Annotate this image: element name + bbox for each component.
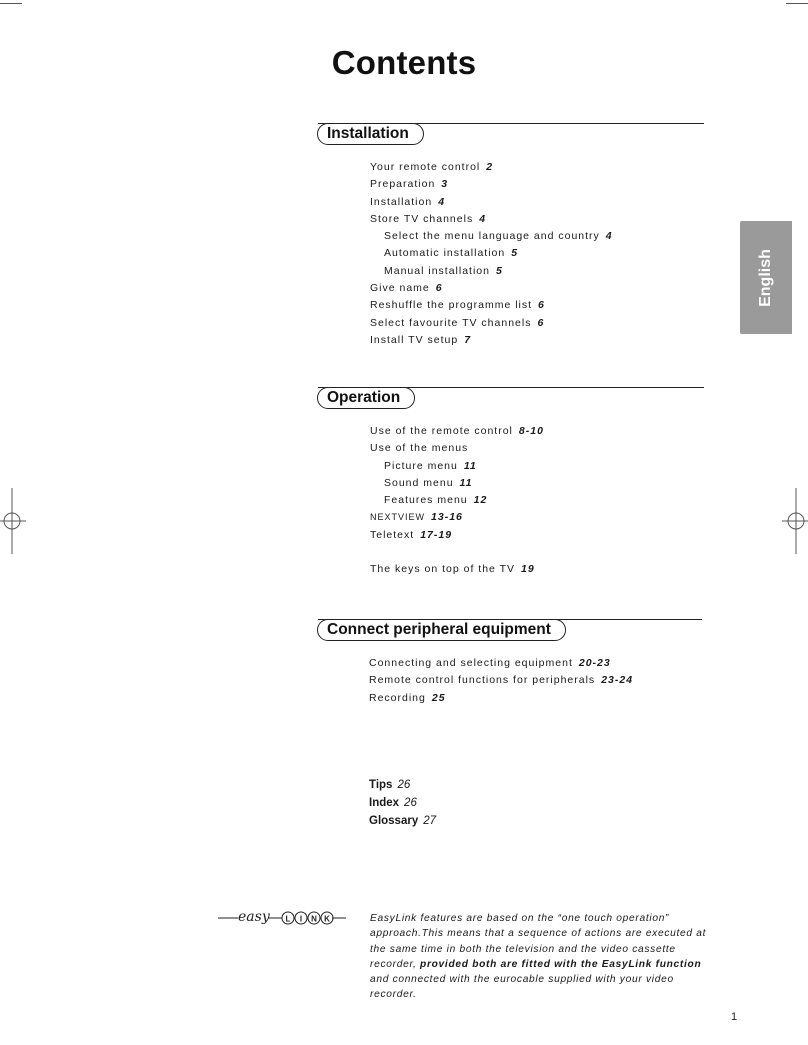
crop-mark-top-right-h <box>786 3 808 4</box>
toc-item[interactable] <box>370 423 544 440</box>
toc-item[interactable] <box>370 280 613 297</box>
section-heading-peripherals: Connect peripheral equipment <box>317 619 566 641</box>
extras-label: Glossary <box>369 815 419 827</box>
toc-item-page: 6 <box>537 316 545 329</box>
toc-item-page: 17-19 <box>420 528 453 541</box>
easylink-logo-letter: K <box>324 914 330 924</box>
extras-label: Index <box>369 797 400 809</box>
toc-item-page: 4 <box>605 230 613 243</box>
toc-subitem[interactable] <box>370 245 613 262</box>
easylink-logo <box>218 903 346 927</box>
toc-item-text: Give name <box>370 282 430 295</box>
extras-page: 26 <box>397 779 411 791</box>
registration-mark-right <box>782 488 808 554</box>
extras-page: 26 <box>404 797 417 809</box>
toc-item[interactable] <box>370 527 544 544</box>
toc-item-text: Preparation <box>370 178 436 191</box>
toc-subitem[interactable] <box>370 492 544 509</box>
page-title: Contents <box>331 44 477 81</box>
toc-item[interactable] <box>370 561 544 578</box>
toc-item-text: Manual installation <box>384 264 490 277</box>
extras-item-index[interactable] <box>369 794 436 812</box>
toc-item-page: 20-23 <box>578 657 611 669</box>
toc-item-text: Select the menu language and country <box>384 230 600 243</box>
toc-item-text: Store TV channels <box>370 212 474 225</box>
toc-item-page: 19 <box>521 563 535 576</box>
toc-item-text: Recording <box>369 691 426 704</box>
toc-item-text: Your remote control <box>370 161 481 173</box>
toc-subitem[interactable] <box>370 263 613 280</box>
toc-item-text: Install TV setup <box>370 333 459 346</box>
toc-item-text: Installation <box>370 195 433 208</box>
toc-item-text: Remote control functions for peripherals <box>369 674 596 687</box>
toc-item-text: Sound menu <box>384 476 454 489</box>
crop-mark-top-left-h <box>0 3 22 4</box>
toc-item[interactable] <box>370 440 544 457</box>
toc-item[interactable] <box>370 176 613 193</box>
toc-item[interactable] <box>370 509 544 526</box>
toc-item-page: 13-16 <box>431 511 463 524</box>
easylink-logo-letter: I <box>299 914 303 924</box>
extras-list <box>369 776 436 830</box>
registration-mark-left <box>0 488 26 554</box>
toc-item-page: 23-24 <box>601 674 634 687</box>
easylink-note-text: EasyLink features are based on the “one touch operation” approach.This means that a sequence of actions are executed at the same time in both the television and the video cassette recorder, <box>370 913 707 970</box>
page-number: 1 <box>731 1011 738 1023</box>
toc-item-page: 3 <box>441 178 449 191</box>
toc-item-page: 6 <box>435 282 443 295</box>
toc-subitem[interactable] <box>370 458 544 475</box>
toc-list-operation <box>370 423 544 578</box>
section-heading-operation: Operation <box>317 387 415 409</box>
language-side-tab <box>740 221 792 334</box>
toc-item-text: Connecting and selecting equipment <box>369 657 573 669</box>
section-heading-installation: Installation <box>317 123 424 145</box>
extras-item-tips[interactable] <box>369 776 436 794</box>
toc-item-text: NEXTVIEW <box>370 512 426 523</box>
toc-item-page: 6 <box>538 299 545 312</box>
toc-item[interactable] <box>370 194 613 211</box>
extras-page: 27 <box>423 815 437 827</box>
toc-item-text: Select favourite TV channels <box>370 316 532 329</box>
toc-item-page: 12 <box>473 494 488 507</box>
toc-item-text: Features menu <box>384 494 468 507</box>
toc-list-installation <box>370 159 613 349</box>
easylink-note <box>370 911 710 1003</box>
toc-item-page: 2 <box>486 161 494 173</box>
toc-item[interactable] <box>369 672 633 689</box>
toc-item-page: 5 <box>511 247 519 260</box>
extras-item-glossary[interactable] <box>369 812 436 830</box>
toc-item-text: The keys on top of the TV <box>370 563 516 576</box>
toc-item-text: Teletext <box>370 528 415 541</box>
toc-item[interactable] <box>370 211 613 228</box>
toc-item[interactable] <box>370 332 613 349</box>
toc-item-page: 5 <box>495 264 503 277</box>
language-side-tab-label: English <box>757 248 774 307</box>
toc-item-text: Picture menu <box>384 459 458 472</box>
toc-item-page: 25 <box>431 691 446 704</box>
toc-item[interactable] <box>370 297 613 314</box>
toc-item-page: 7 <box>464 333 472 346</box>
toc-item[interactable] <box>370 159 613 176</box>
toc-item-text: Use of the remote control <box>370 425 513 437</box>
easylink-logo-script: easy <box>238 909 270 925</box>
toc-item-page: 11 <box>459 476 473 489</box>
toc-item-page: 8-10 <box>518 425 544 437</box>
toc-subitem[interactable] <box>370 475 544 492</box>
easylink-logo-letter: L <box>285 914 291 924</box>
toc-item-page: 11 <box>463 459 477 472</box>
toc-item[interactable] <box>369 655 633 672</box>
easylink-note-emphasis: provided both are fitted with the EasyLink function <box>420 958 702 970</box>
toc-item[interactable] <box>370 315 613 332</box>
toc-item-page: 4 <box>479 212 487 225</box>
toc-item[interactable] <box>369 690 633 707</box>
easylink-logo-letter: N <box>311 914 317 924</box>
extras-label: Tips <box>369 779 393 791</box>
toc-item-text: Use of the menus <box>370 442 469 455</box>
easylink-note-text-end: and connected with the eurocable supplied with your video recorder. <box>370 974 674 1001</box>
toc-item-text: Automatic installation <box>384 247 506 260</box>
toc-subitem[interactable] <box>370 228 613 245</box>
toc-item-page: 4 <box>438 195 446 208</box>
toc-list-peripherals <box>369 655 633 707</box>
toc-item-text: Reshuffle the programme list <box>370 299 533 312</box>
